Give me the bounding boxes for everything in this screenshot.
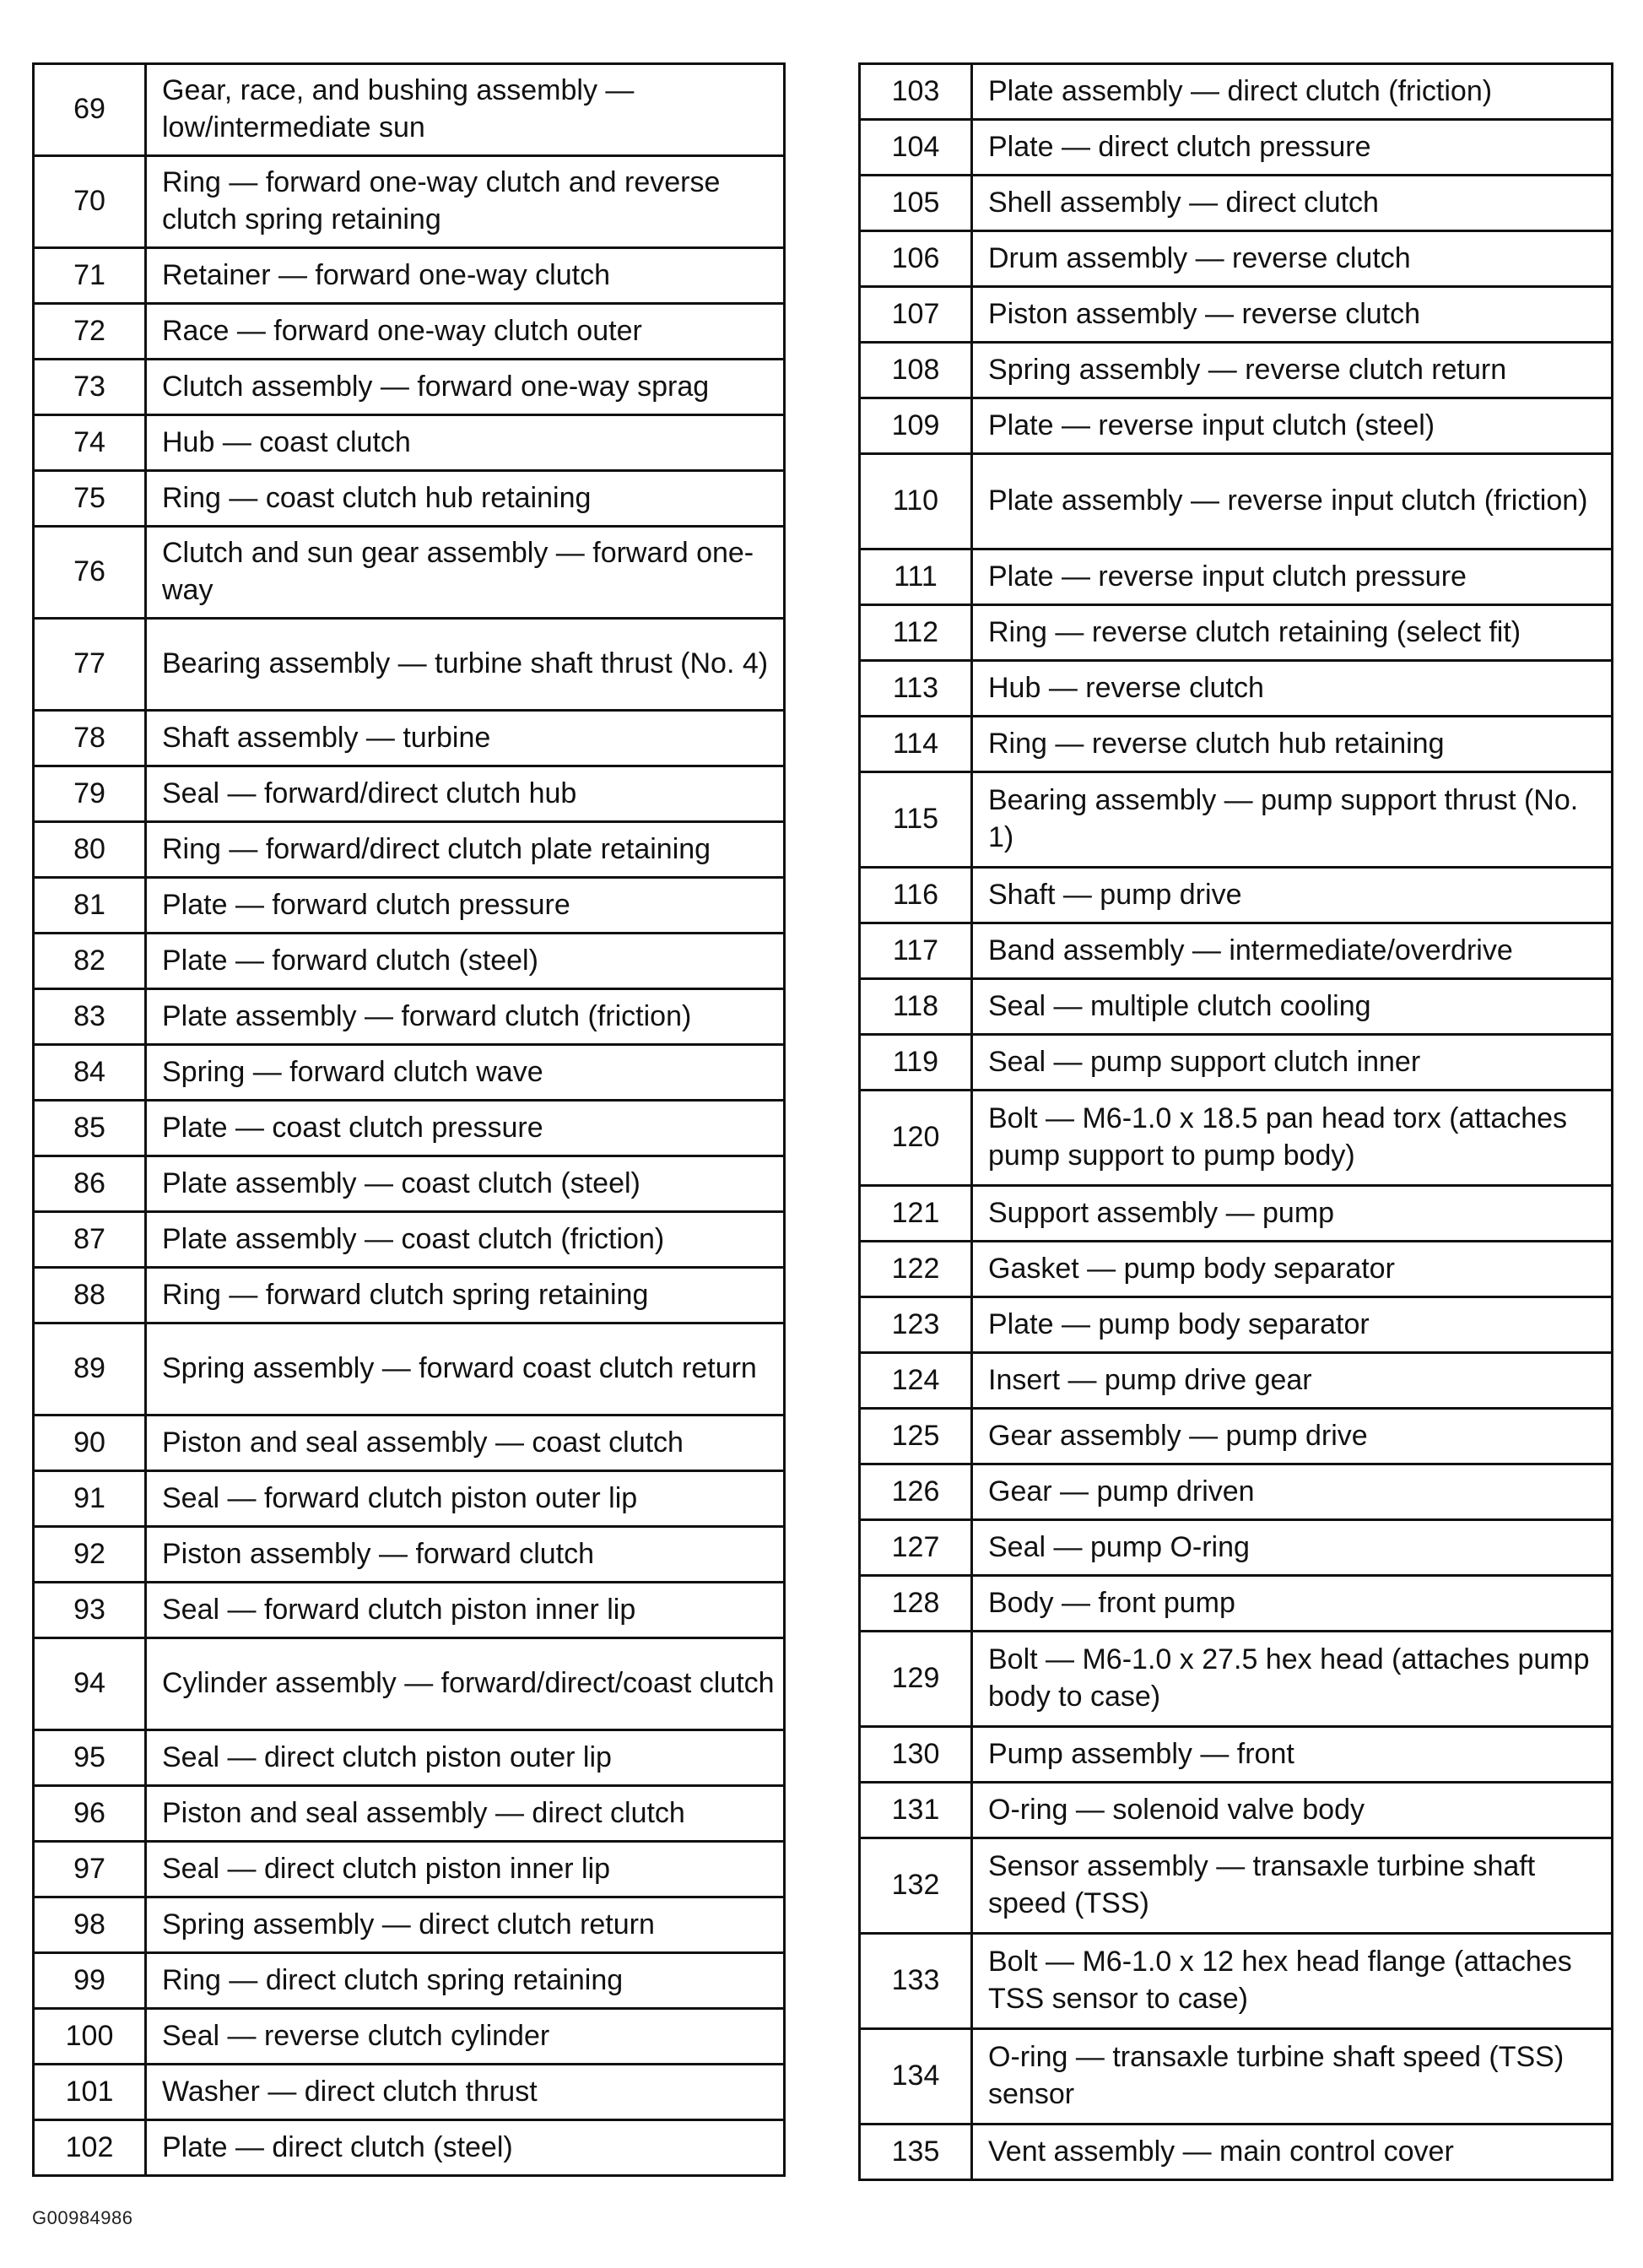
table-row: [860, 772, 1613, 868]
item-description: Pump assembly — front: [972, 1727, 1613, 1783]
table-row: [34, 766, 785, 822]
item-number: 104: [860, 120, 972, 176]
item-number: 133: [860, 1934, 972, 2029]
parts-table-left-body: [34, 64, 785, 2176]
item-description: Shaft assembly — turbine: [146, 711, 785, 766]
item-number: 86: [34, 1156, 146, 1212]
item-description: Bearing assembly — pump support thrust (No. 1): [972, 772, 1613, 868]
item-description: Vent assembly — main control cover: [972, 2125, 1613, 2180]
table-row: [860, 1632, 1613, 1727]
table-row: [860, 120, 1613, 176]
item-description: Plate assembly — forward clutch (friction): [146, 989, 785, 1045]
table-row: [34, 360, 785, 415]
table-row: [860, 64, 1613, 120]
item-description: Spring — forward clutch wave: [146, 1045, 785, 1101]
table-row: [34, 822, 785, 878]
item-description: Plate assembly — reverse input clutch (friction): [972, 454, 1613, 549]
table-row: [34, 2120, 785, 2176]
item-description: Gasket — pump body separator: [972, 1242, 1613, 1297]
table-row: [860, 343, 1613, 398]
item-number: 91: [34, 1471, 146, 1527]
item-number: 118: [860, 979, 972, 1035]
item-number: 111: [860, 549, 972, 605]
table-row: [34, 527, 785, 619]
table-row: [860, 1838, 1613, 1934]
item-number: 96: [34, 1786, 146, 1842]
figure-id: G00984986: [32, 2207, 133, 2228]
item-description: Plate — reverse input clutch pressure: [972, 549, 1613, 605]
item-number: 94: [34, 1638, 146, 1730]
item-description: Ring — coast clutch hub retaining: [146, 471, 785, 527]
table-row: [34, 1268, 785, 1323]
item-number: 129: [860, 1632, 972, 1727]
item-number: 76: [34, 527, 146, 619]
item-number: 81: [34, 878, 146, 934]
item-number: 97: [34, 1842, 146, 1897]
item-description: Support assembly — pump: [972, 1186, 1613, 1242]
item-description: Plate — direct clutch pressure: [972, 120, 1613, 176]
item-number: 88: [34, 1268, 146, 1323]
item-number: 132: [860, 1838, 972, 1934]
item-description: Cylinder assembly — forward/direct/coast clutch: [146, 1638, 785, 1730]
table-row: [34, 1786, 785, 1842]
item-description: Gear — pump driven: [972, 1464, 1613, 1520]
item-description: Retainer — forward one-way clutch: [146, 248, 785, 304]
item-number: 101: [34, 2065, 146, 2120]
item-description: Seal — multiple clutch cooling: [972, 979, 1613, 1035]
table-row: [860, 1035, 1613, 1091]
item-description: Clutch and sun gear assembly — forward one-way: [146, 527, 785, 619]
item-number: 128: [860, 1576, 972, 1632]
item-description: Seal — direct clutch piston outer lip: [146, 1730, 785, 1786]
table-row: [34, 1101, 785, 1156]
item-number: 114: [860, 717, 972, 772]
table-row: [860, 1576, 1613, 1632]
table-row: [860, 1297, 1613, 1353]
item-description: Bolt — M6-1.0 x 18.5 pan head torx (attaches pump support to pump body): [972, 1091, 1613, 1186]
item-description: Body — front pump: [972, 1576, 1613, 1632]
item-description: Spring assembly — forward coast clutch return: [146, 1323, 785, 1415]
item-description: Plate assembly — coast clutch (steel): [146, 1156, 785, 1212]
table-row: [34, 304, 785, 360]
item-description: Spring assembly — direct clutch return: [146, 1897, 785, 1953]
item-description: Bolt — M6-1.0 x 12 hex head flange (attaches TSS sensor to case): [972, 1934, 1613, 2029]
table-row: [34, 1045, 785, 1101]
table-row: [860, 231, 1613, 287]
table-row: [860, 398, 1613, 454]
table-row: [860, 717, 1613, 772]
item-number: 93: [34, 1583, 146, 1638]
item-description: Spring assembly — reverse clutch return: [972, 343, 1613, 398]
item-description: Ring — forward/direct clutch plate retaining: [146, 822, 785, 878]
item-description: Sensor assembly — transaxle turbine shaft speed (TSS): [972, 1838, 1613, 1934]
item-description: Piston and seal assembly — direct clutch: [146, 1786, 785, 1842]
item-description: Ring — forward one-way clutch and reverse clutch spring retaining: [146, 156, 785, 248]
item-number: 115: [860, 772, 972, 868]
item-number: 69: [34, 64, 146, 156]
item-description: Band assembly — intermediate/overdrive: [972, 923, 1613, 979]
item-number: 112: [860, 605, 972, 661]
item-number: 77: [34, 619, 146, 711]
item-number: 119: [860, 1035, 972, 1091]
item-description: Gear, race, and bushing assembly — low/intermediate sun: [146, 64, 785, 156]
table-row: [34, 711, 785, 766]
item-number: 120: [860, 1091, 972, 1186]
item-number: 116: [860, 868, 972, 923]
item-number: 102: [34, 2120, 146, 2176]
item-description: Plate assembly — direct clutch (friction): [972, 64, 1613, 120]
item-number: 84: [34, 1045, 146, 1101]
table-row: [860, 1727, 1613, 1783]
table-row: [860, 287, 1613, 343]
item-description: Plate — pump body separator: [972, 1297, 1613, 1353]
item-number: 121: [860, 1186, 972, 1242]
item-number: 70: [34, 156, 146, 248]
item-description: Shaft — pump drive: [972, 868, 1613, 923]
table-row: [860, 1242, 1613, 1297]
item-number: 130: [860, 1727, 972, 1783]
table-row: [860, 661, 1613, 717]
table-row: [860, 454, 1613, 549]
table-row: [34, 248, 785, 304]
table-row: [860, 1783, 1613, 1838]
item-number: 98: [34, 1897, 146, 1953]
table-row: [34, 2009, 785, 2065]
item-description: Gear assembly — pump drive: [972, 1409, 1613, 1464]
item-number: 107: [860, 287, 972, 343]
item-description: Ring — reverse clutch retaining (select fit): [972, 605, 1613, 661]
item-description: Ring — forward clutch spring retaining: [146, 1268, 785, 1323]
item-number: 123: [860, 1297, 972, 1353]
table-row: [34, 1471, 785, 1527]
table-row: [34, 415, 785, 471]
item-description: Plate — reverse input clutch (steel): [972, 398, 1613, 454]
item-description: Shell assembly — direct clutch: [972, 176, 1613, 231]
item-number: 73: [34, 360, 146, 415]
item-number: 126: [860, 1464, 972, 1520]
item-number: 108: [860, 343, 972, 398]
item-description: Seal — forward clutch piston inner lip: [146, 1583, 785, 1638]
table-row: [34, 1897, 785, 1953]
item-number: 127: [860, 1520, 972, 1576]
item-number: 79: [34, 766, 146, 822]
item-description: Plate — forward clutch (steel): [146, 934, 785, 989]
item-description: Seal — forward/direct clutch hub: [146, 766, 785, 822]
table-row: [860, 1464, 1613, 1520]
table-row: [34, 1730, 785, 1786]
parts-table-left: [32, 62, 786, 2177]
item-number: 106: [860, 231, 972, 287]
table-row: [860, 1520, 1613, 1576]
item-description: Piston and seal assembly — coast clutch: [146, 1415, 785, 1471]
item-number: 135: [860, 2125, 972, 2180]
item-number: 131: [860, 1783, 972, 1838]
item-description: Hub — reverse clutch: [972, 661, 1613, 717]
table-row: [34, 934, 785, 989]
item-number: 75: [34, 471, 146, 527]
item-description: O-ring — transaxle turbine shaft speed (TSS) sensor: [972, 2029, 1613, 2125]
table-row: [860, 2029, 1613, 2125]
item-number: 89: [34, 1323, 146, 1415]
item-description: Seal — forward clutch piston outer lip: [146, 1471, 785, 1527]
table-row: [34, 1842, 785, 1897]
item-description: Plate — forward clutch pressure: [146, 878, 785, 934]
item-number: 87: [34, 1212, 146, 1268]
item-description: Plate assembly — coast clutch (friction): [146, 1212, 785, 1268]
table-row: [34, 619, 785, 711]
table-row: [34, 2065, 785, 2120]
table-row: [860, 1186, 1613, 1242]
item-description: Plate — direct clutch (steel): [146, 2120, 785, 2176]
parts-table-right-body: [860, 64, 1613, 2180]
item-description: Seal — pump O-ring: [972, 1520, 1613, 1576]
table-row: [34, 156, 785, 248]
table-row: [34, 1583, 785, 1638]
item-number: 110: [860, 454, 972, 549]
item-description: Seal — reverse clutch cylinder: [146, 2009, 785, 2065]
table-row: [860, 1353, 1613, 1409]
item-number: 85: [34, 1101, 146, 1156]
item-description: Ring — reverse clutch hub retaining: [972, 717, 1613, 772]
table-row: [860, 1409, 1613, 1464]
item-number: 103: [860, 64, 972, 120]
table-row: [34, 1953, 785, 2009]
item-number: 71: [34, 248, 146, 304]
item-number: 74: [34, 415, 146, 471]
item-number: 78: [34, 711, 146, 766]
table-row: [860, 549, 1613, 605]
item-description: Bolt — M6-1.0 x 27.5 hex head (attaches pump body to case): [972, 1632, 1613, 1727]
table-row: [34, 1156, 785, 1212]
table-row: [860, 605, 1613, 661]
item-description: Plate — coast clutch pressure: [146, 1101, 785, 1156]
table-row: [860, 923, 1613, 979]
item-number: 95: [34, 1730, 146, 1786]
item-number: 124: [860, 1353, 972, 1409]
item-description: O-ring — solenoid valve body: [972, 1783, 1613, 1838]
table-row: [34, 1323, 785, 1415]
table-row: [34, 1212, 785, 1268]
item-description: Clutch assembly — forward one-way sprag: [146, 360, 785, 415]
table-row: [34, 1527, 785, 1583]
item-number: 83: [34, 989, 146, 1045]
item-number: 90: [34, 1415, 146, 1471]
item-description: Bearing assembly — turbine shaft thrust (No. 4): [146, 619, 785, 711]
item-description: Hub — coast clutch: [146, 415, 785, 471]
item-number: 72: [34, 304, 146, 360]
item-number: 99: [34, 1953, 146, 2009]
table-row: [34, 878, 785, 934]
table-row: [34, 1415, 785, 1471]
item-description: Seal — direct clutch piston inner lip: [146, 1842, 785, 1897]
item-description: Piston assembly — reverse clutch: [972, 287, 1613, 343]
item-description: Race — forward one-way clutch outer: [146, 304, 785, 360]
item-number: 80: [34, 822, 146, 878]
table-row: [34, 1638, 785, 1730]
item-number: 134: [860, 2029, 972, 2125]
item-description: Insert — pump drive gear: [972, 1353, 1613, 1409]
table-row: [860, 1091, 1613, 1186]
table-row: [860, 1934, 1613, 2029]
parts-table-right: [858, 62, 1613, 2181]
item-number: 113: [860, 661, 972, 717]
item-number: 82: [34, 934, 146, 989]
table-row: [860, 176, 1613, 231]
table-row: [34, 471, 785, 527]
item-number: 105: [860, 176, 972, 231]
item-description: Ring — direct clutch spring retaining: [146, 1953, 785, 2009]
item-number: 100: [34, 2009, 146, 2065]
item-description: Washer — direct clutch thrust: [146, 2065, 785, 2120]
item-description: Drum assembly — reverse clutch: [972, 231, 1613, 287]
item-number: 122: [860, 1242, 972, 1297]
item-description: Seal — pump support clutch inner: [972, 1035, 1613, 1091]
item-number: 117: [860, 923, 972, 979]
table-row: [860, 979, 1613, 1035]
table-row: [860, 868, 1613, 923]
table-row: [34, 989, 785, 1045]
item-number: 92: [34, 1527, 146, 1583]
table-row: [34, 64, 785, 156]
item-description: Piston assembly — forward clutch: [146, 1527, 785, 1583]
table-row: [860, 2125, 1613, 2180]
item-number: 109: [860, 398, 972, 454]
item-number: 125: [860, 1409, 972, 1464]
